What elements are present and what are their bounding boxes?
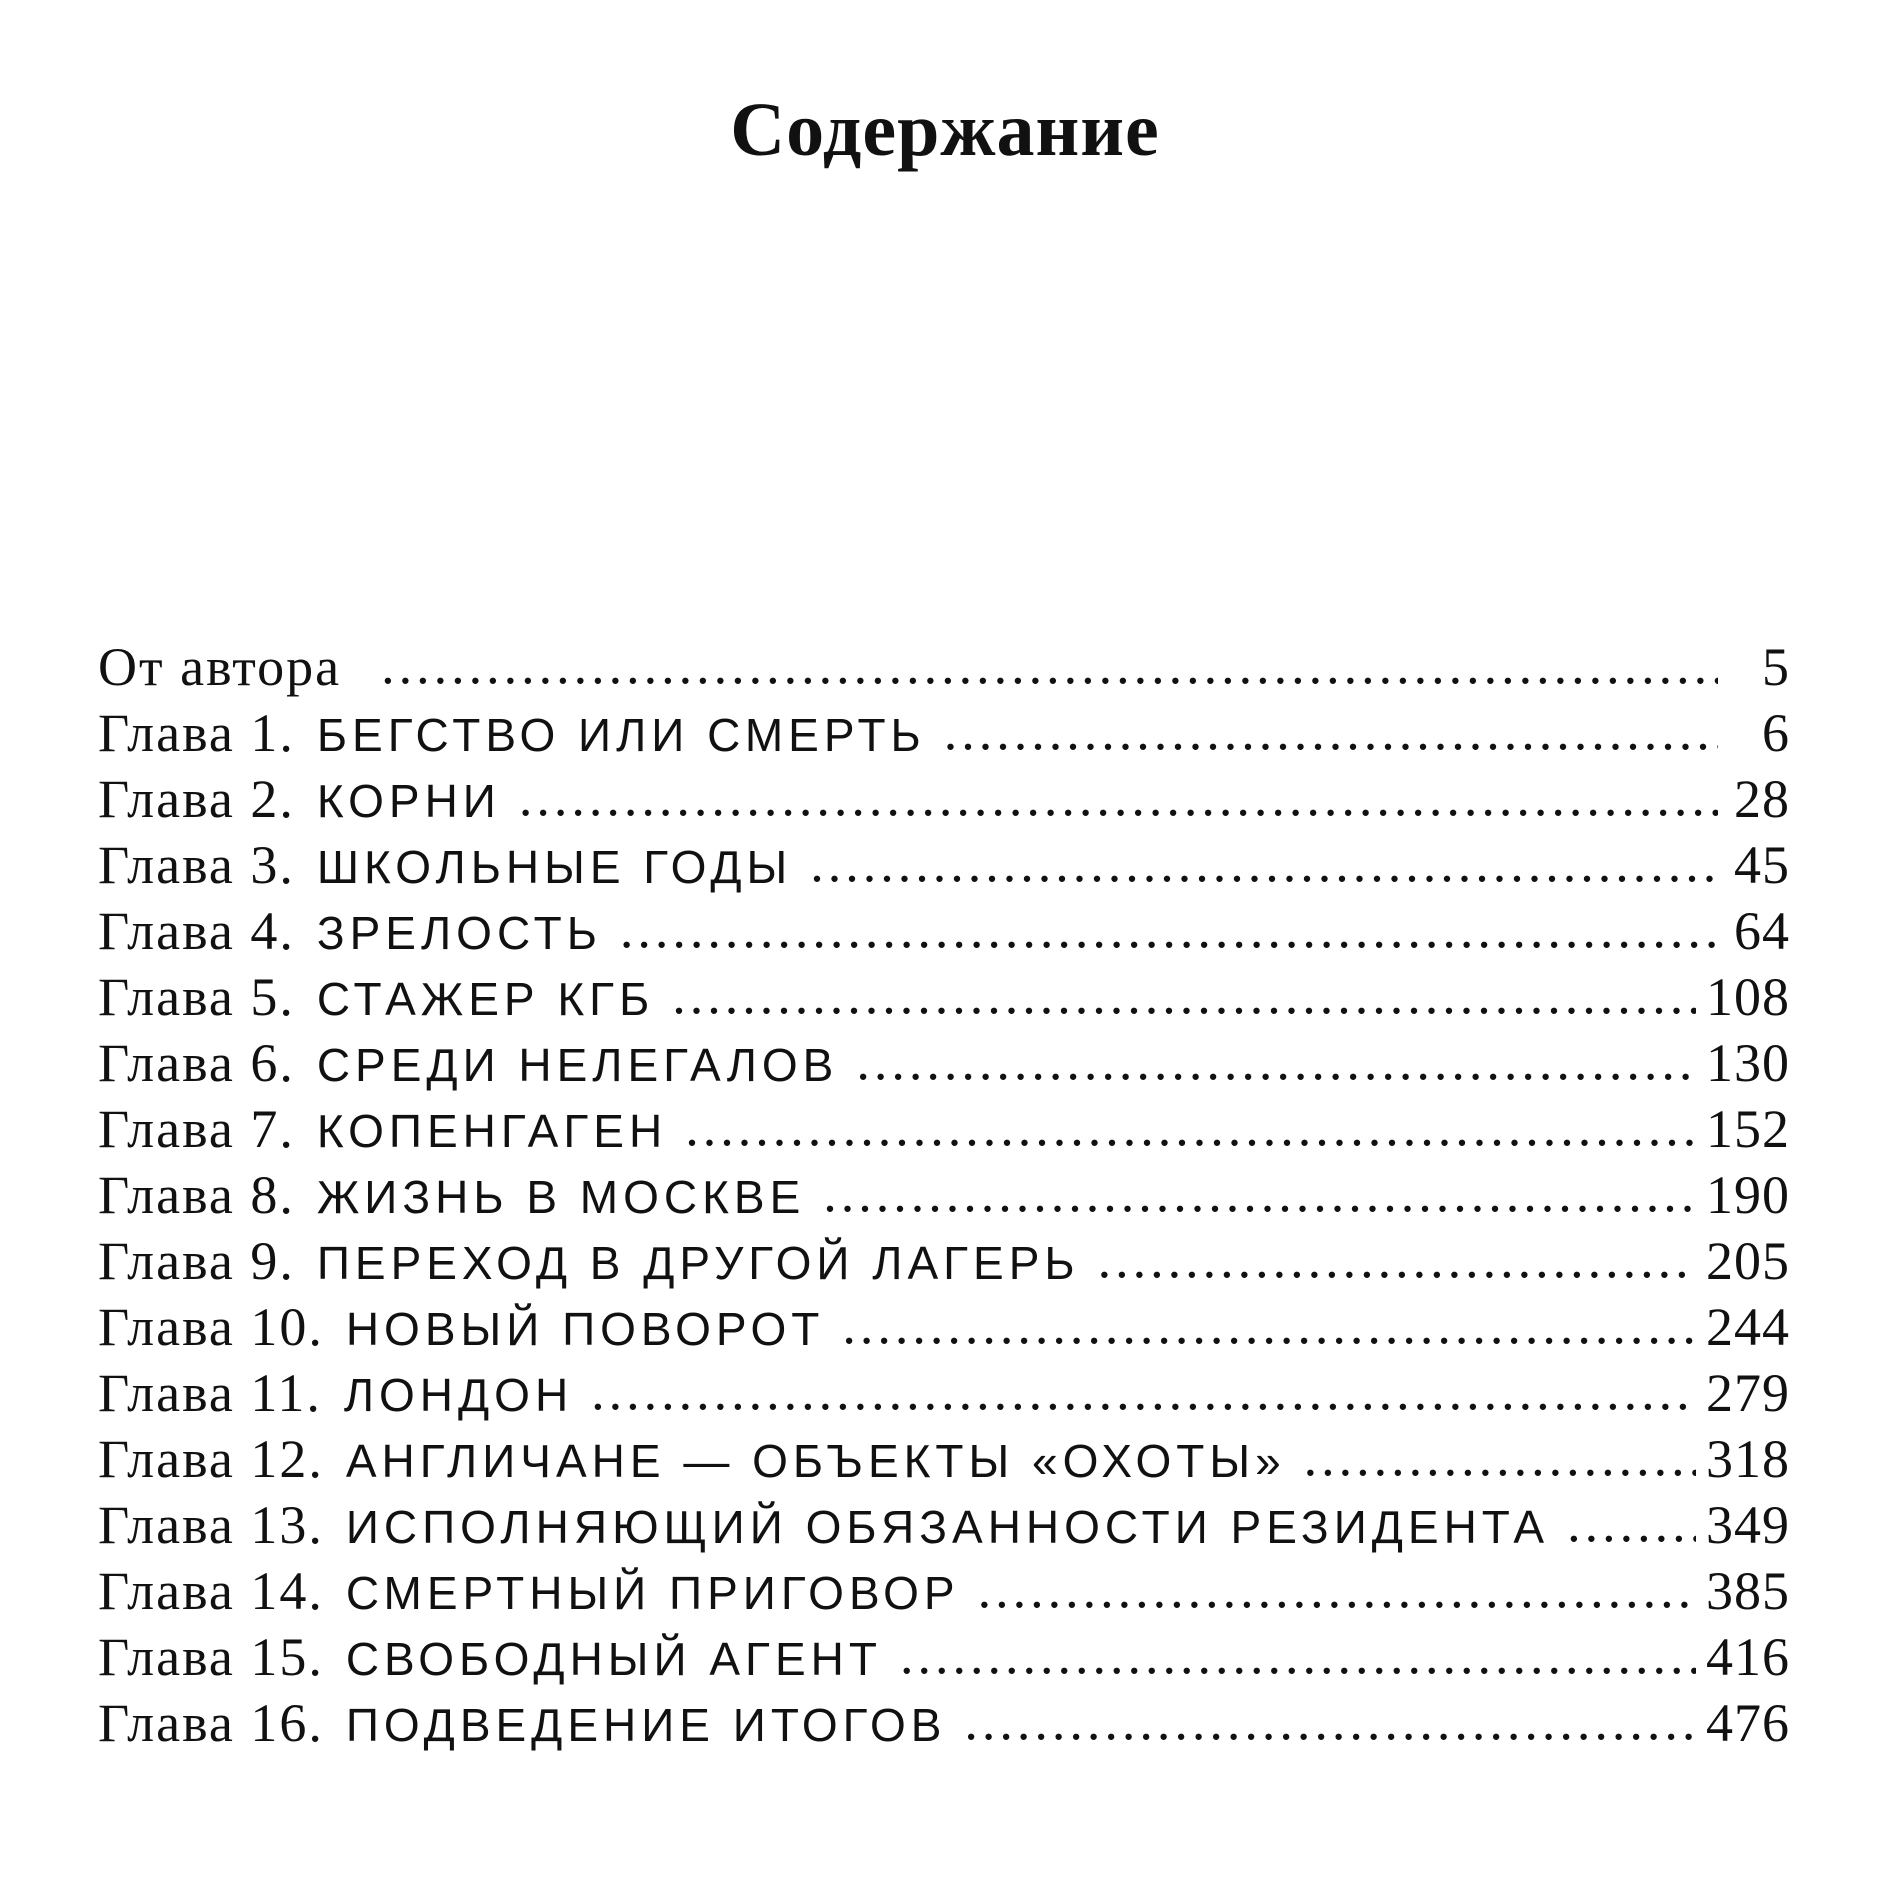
toc-entry	[98, 1426, 1790, 1492]
toc-entry	[98, 1096, 1790, 1162]
toc-entry-page-number: 130	[1706, 1033, 1790, 1093]
toc-entry-page-number: 64	[1734, 901, 1790, 961]
toc-entry	[98, 1030, 1790, 1096]
dot-leader	[964, 1688, 1696, 1754]
toc-entry-label: Глава 5.	[98, 967, 295, 1027]
toc-entry-page-number: 5	[1762, 637, 1790, 697]
dot-leader	[900, 1622, 1696, 1688]
toc-entry-title: ЛОНДОН	[343, 1369, 574, 1421]
dot-leader	[1098, 1226, 1696, 1292]
toc-entry-page-number: 28	[1734, 769, 1790, 829]
dot-leader	[856, 1028, 1696, 1094]
toc-entry-page-number: 416	[1706, 1627, 1790, 1687]
toc-entry-label: Глава 10.	[98, 1297, 324, 1357]
toc-entry-label: Глава 8.	[98, 1165, 295, 1225]
toc-entry-label: Глава 6.	[98, 1033, 295, 1093]
toc-entry-page-number: 6	[1762, 703, 1790, 763]
page-title: Содержание	[730, 88, 1160, 172]
toc-entry-title: ПОДВЕДЕНИЕ ИТОГОВ	[345, 1699, 947, 1751]
toc-entry-title: СВОБОДНЫЙ АГЕНТ	[345, 1633, 882, 1685]
toc-entry-label: Глава 9.	[98, 1231, 295, 1291]
toc-entry-label: Глава 1.	[98, 703, 295, 763]
dot-leader	[685, 1094, 1696, 1160]
toc-entry-label: Глава 16.	[98, 1693, 324, 1753]
toc-entry	[98, 634, 1790, 700]
toc-entry-page-number: 476	[1706, 1693, 1790, 1753]
toc-entry-title: СРЕДИ НЕЛЕГАЛОВ	[316, 1039, 839, 1091]
toc-entry-page-number: 385	[1706, 1561, 1790, 1621]
toc-entry-page-number: 190	[1706, 1165, 1790, 1225]
toc-entry-label: Глава 7.	[98, 1099, 295, 1159]
toc-entry	[98, 1690, 1790, 1756]
toc-entry	[98, 1162, 1790, 1228]
dot-leader	[1304, 1424, 1696, 1490]
dot-leader	[519, 764, 1718, 830]
toc-entry-label: Глава 15.	[98, 1627, 324, 1687]
toc-entry	[98, 1360, 1790, 1426]
dot-leader	[672, 962, 1696, 1028]
dot-leader	[381, 632, 1718, 698]
toc-entry-title: КОРНИ	[316, 775, 501, 827]
toc-entry	[98, 1624, 1790, 1690]
dot-leader	[620, 896, 1718, 962]
toc-entry	[98, 1558, 1790, 1624]
dot-leader	[591, 1358, 1696, 1424]
toc-entry-label: Глава 2.	[98, 769, 295, 829]
toc-entry	[98, 1228, 1790, 1294]
toc-entry	[98, 898, 1790, 964]
toc-entry-label: Глава 11.	[98, 1363, 322, 1423]
toc-entry-page-number: 279	[1706, 1363, 1790, 1423]
toc-entry-title: АНГЛИЧАНЕ — ОБЪЕКТЫ «ОХОТЫ»	[345, 1435, 1286, 1487]
toc-entry-title: НОВЫЙ ПОВОРОТ	[345, 1303, 825, 1355]
toc-entry-page-number: 244	[1706, 1297, 1790, 1357]
toc-entry-title: ИСПОЛНЯЮЩИЙ ОБЯЗАННОСТИ РЕЗИДЕНТА	[345, 1501, 1550, 1553]
toc-entry-page-number: 152	[1706, 1099, 1790, 1159]
dot-leader	[944, 698, 1718, 764]
toc-entry	[98, 832, 1790, 898]
toc-entry-title: СТАЖЕР КГБ	[316, 973, 655, 1025]
toc-entry	[98, 964, 1790, 1030]
toc-entry-title: СМЕРТНЫЙ ПРИГОВОР	[345, 1567, 960, 1619]
toc-entry-label: Глава 3.	[98, 835, 295, 895]
toc-entry-page-number: 108	[1706, 967, 1790, 1027]
toc-entry-title: ПЕРЕХОД В ДРУГОЙ ЛАГЕРЬ	[316, 1237, 1080, 1289]
toc-entry	[98, 700, 1790, 766]
dot-leader	[1567, 1490, 1696, 1556]
toc-entry-page-number: 349	[1706, 1495, 1790, 1555]
toc-entry	[98, 766, 1790, 832]
toc-entry-label: Глава 4.	[98, 901, 295, 961]
toc-entry-title: КОПЕНГАГЕН	[316, 1105, 668, 1157]
dot-leader	[842, 1292, 1696, 1358]
dot-leader	[823, 1160, 1696, 1226]
toc-entry	[98, 1492, 1790, 1558]
toc-entry-title: БЕГСТВО ИЛИ СМЕРТЬ	[316, 709, 926, 761]
toc-entry-label: Глава 14.	[98, 1561, 324, 1621]
dot-leader	[978, 1556, 1696, 1622]
table-of-contents	[98, 634, 1790, 1756]
toc-entry	[98, 1294, 1790, 1360]
toc-entry-page-number: 205	[1706, 1231, 1790, 1291]
toc-entry-title: ШКОЛЬНЫЕ ГОДЫ	[316, 841, 793, 893]
toc-entry-title: ЗРЕЛОСТЬ	[316, 907, 602, 959]
toc-entry-label: Глава 12.	[98, 1429, 324, 1489]
toc-entry-label: Глава 13.	[98, 1495, 324, 1555]
toc-entry-label: От автора	[98, 637, 342, 697]
dot-leader	[810, 830, 1718, 896]
toc-entry-title: ЖИЗНЬ В МОСКВЕ	[316, 1171, 806, 1223]
toc-entry-page-number: 45	[1734, 835, 1790, 895]
toc-entry-page-number: 318	[1706, 1429, 1790, 1489]
